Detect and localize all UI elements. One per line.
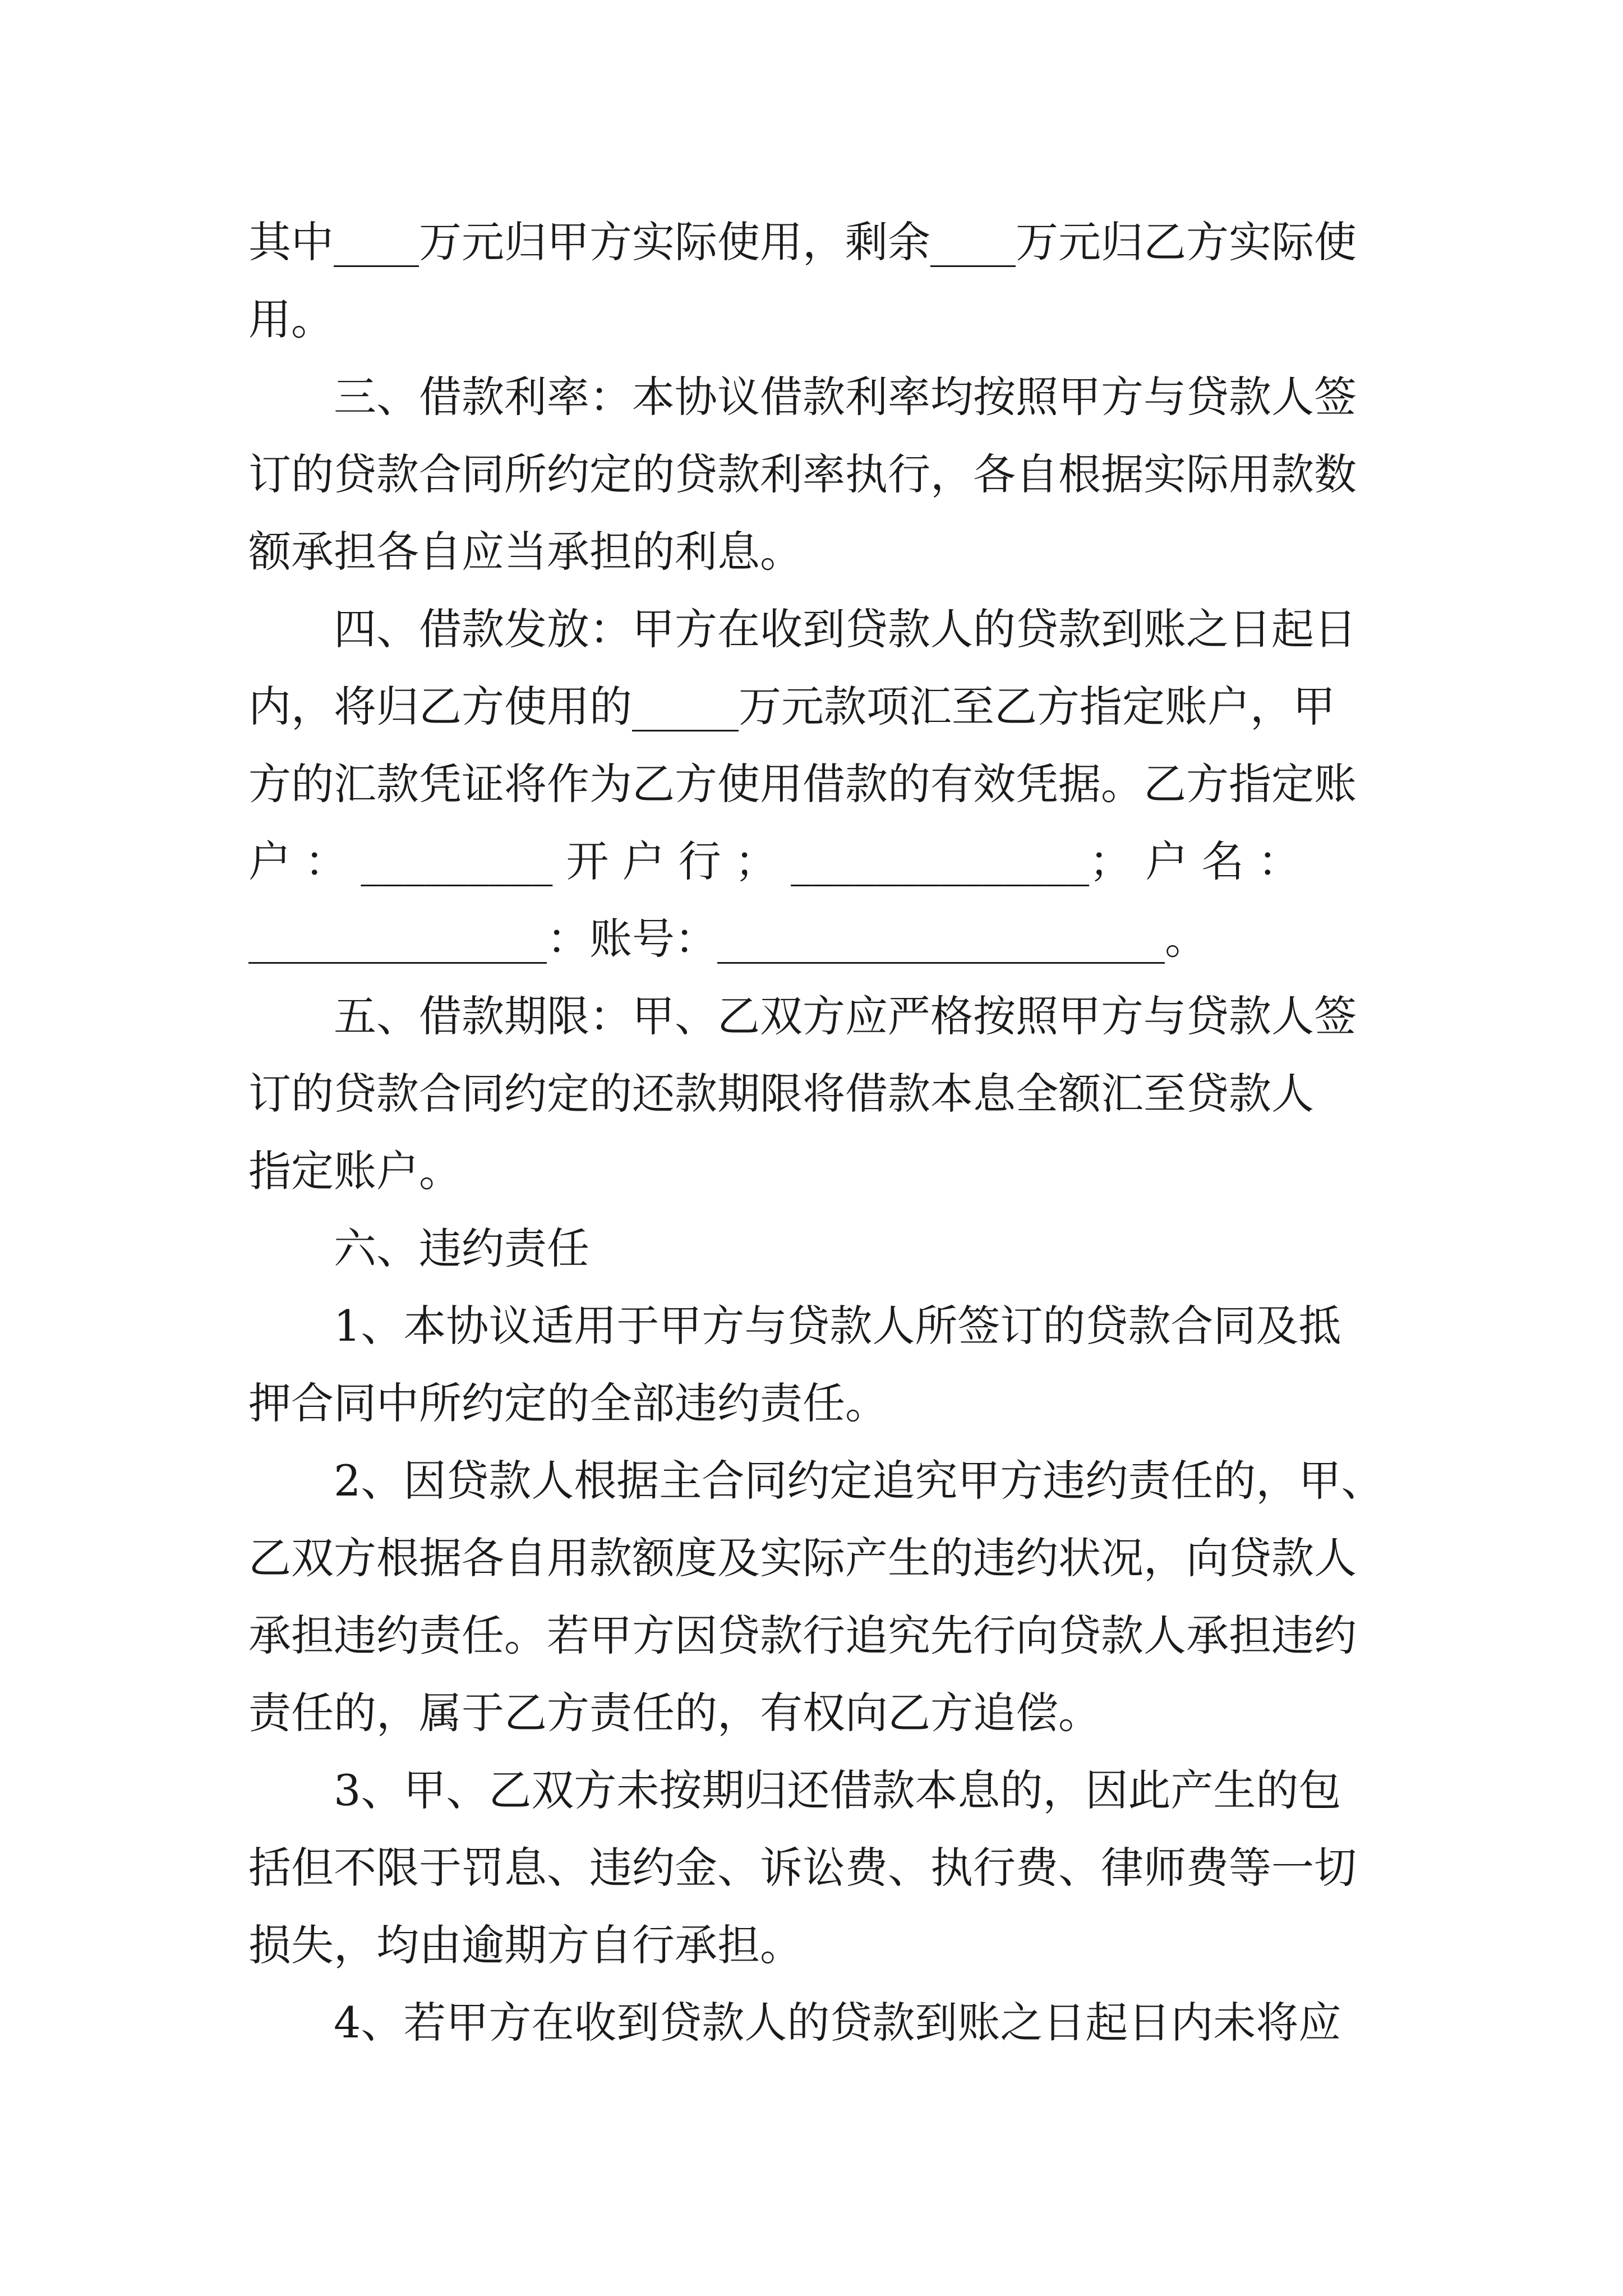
- clause-item: 3、甲、乙双方未按期归还借款本息的，因此产生的包: [334, 1765, 1341, 1815]
- text-line: 用。: [248, 295, 334, 344]
- account-fields-line: 户 ： _________ 开 户 行 ； ______________； 户 名 ：: [248, 836, 1301, 886]
- text-line: 额承担各自应当承担的利息。: [248, 527, 803, 577]
- text-line: 其中____万元归甲方实际使用，剩余____万元归乙方实际使: [248, 217, 1357, 267]
- text-line: 责任的，属于乙方责任的，有权向乙方追偿。: [248, 1688, 1101, 1738]
- text-line: 损失，均由逾期方自行承担。: [248, 1920, 803, 1970]
- text-line: 押合同中所约定的全部违约责任。: [248, 1378, 888, 1428]
- section-heading: 六、违约责任: [334, 1223, 589, 1273]
- text-line: 承担违约责任。若甲方因贷款行追究先行向贷款人承担违约: [248, 1611, 1357, 1660]
- paragraph-heading: 四、借款发放：甲方在收到贷款人的贷款到账之日起日: [334, 604, 1357, 654]
- paragraph-heading: 五、借款期限：甲、乙双方应严格按照甲方与贷款人签: [334, 991, 1357, 1041]
- text-line: 括但不限于罚息、违约金、诉讼费、执行费、律师费等一切: [248, 1843, 1357, 1893]
- clause-item: 2、因贷款人根据主合同约定追究甲方违约责任的，甲、: [334, 1456, 1384, 1506]
- text-line: 订的贷款合同所约定的贷款利率执行，各自根据实际用款数: [248, 449, 1357, 499]
- account-number-line: ______________：账号：_____________________。: [248, 914, 1207, 964]
- paragraph-heading: 三、借款利率：本协议借款利率均按照甲方与贷款人签: [334, 372, 1357, 422]
- text-line: 内，将归乙方使用的_____万元款项汇至乙方指定账户，甲: [248, 682, 1335, 731]
- clause-item: 1、本协议适用于甲方与贷款人所签订的贷款合同及抵: [334, 1301, 1341, 1351]
- text-line: 指定账户。: [248, 1146, 462, 1196]
- text-line: 方的汇款凭证将作为乙方使用借款的有效凭据。乙方指定账: [248, 759, 1357, 809]
- text-line: 乙双方根据各自用款额度及实际产生的违约状况，向贷款人: [248, 1533, 1357, 1583]
- text-line: 订的贷款合同约定的还款期限将借款本息全额汇至贷款人: [248, 1069, 1314, 1119]
- clause-item: 4、若甲方在收到贷款人的贷款到账之日起日内未将应: [334, 1998, 1341, 2047]
